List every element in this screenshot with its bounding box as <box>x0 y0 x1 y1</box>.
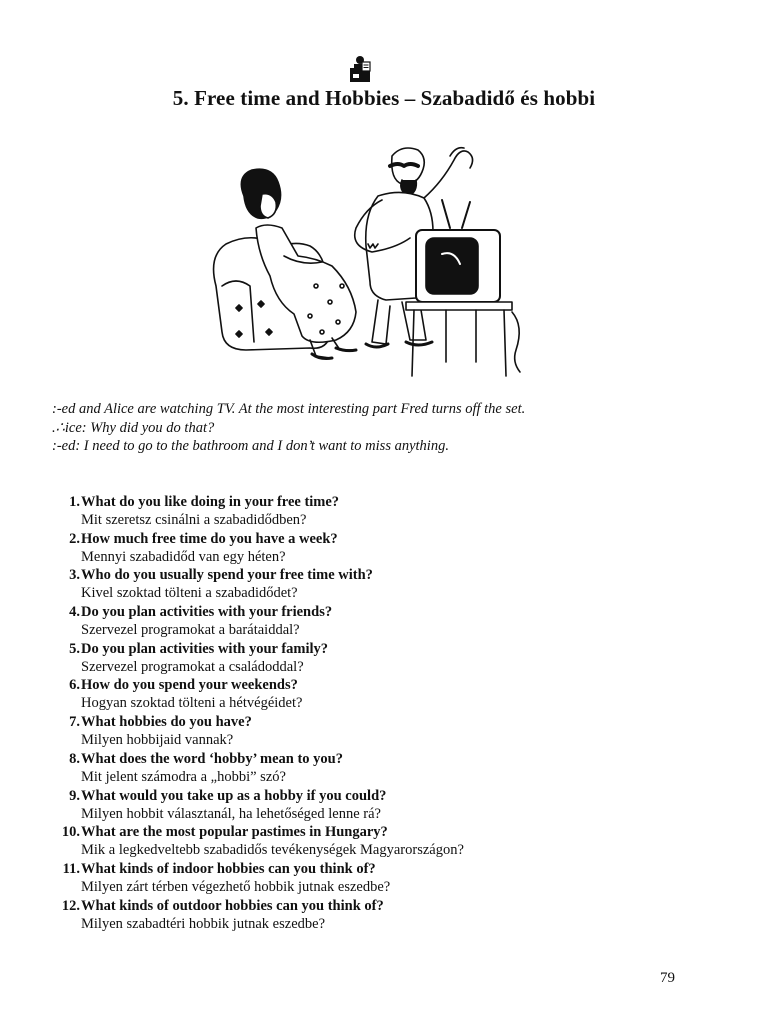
question-hungarian: Mit szeretsz csinálni a szabadidődben? <box>81 512 307 528</box>
page-title: 5. Free time and Hobbies – Szabadidő és hobbi <box>172 86 596 110</box>
dialogue-line: :-ed and Alice are watching TV. At the most interesting part Fred turns off the set. <box>52 401 526 417</box>
reading-person-icon <box>348 54 372 84</box>
question-hungarian: Mik a legkedveltebb szabadidős tevékenységek Magyarországon? <box>81 842 464 859</box>
question-hungarian: Mennyi szabadidőd van egy héten? <box>81 548 286 565</box>
question-hungarian: Szervezel programokat a családoddal? <box>81 658 304 675</box>
question-number: 6. <box>69 677 80 694</box>
question-english: How do you spend your weekends? <box>81 677 298 694</box>
question-hungarian: Milyen zárt térben végezhető hobbik jutnak eszedbe? <box>81 878 391 895</box>
question-item <box>52 897 692 934</box>
question-english: Do you plan activities with your family? <box>81 640 329 657</box>
dialogue-line: .∴ice: Why did you do that? <box>52 419 215 436</box>
question-item <box>52 530 692 567</box>
question-item <box>52 750 692 787</box>
question-hungarian: Mit jelent számodra a „hobbi” szó? <box>81 768 286 785</box>
question-item <box>52 860 692 897</box>
question-english: Do you plan activities with your friends? <box>81 604 333 621</box>
question-number: 7. <box>69 714 80 731</box>
question-english: What are the most popular pastimes in Hungary? <box>81 824 388 841</box>
question-english: What do you like doing in your free time? <box>81 494 340 510</box>
question-item <box>52 493 692 530</box>
question-english: Who do you usually spend your free time with? <box>81 567 373 584</box>
page-number: 79 <box>660 970 675 986</box>
question-number: 2. <box>69 530 80 547</box>
question-item <box>52 823 692 860</box>
question-english: What does the word ‘hobby’ mean to you? <box>81 750 343 767</box>
question-hungarian: Kivel szoktad tölteni a szabadidődet? <box>81 585 298 602</box>
question-hungarian: Milyen hobbijaid vannak? <box>81 732 234 749</box>
question-number: 5. <box>69 640 80 657</box>
question-number: 1. <box>69 494 80 510</box>
question-number: 9. <box>69 787 80 804</box>
question-english: What hobbies do you have? <box>81 714 252 731</box>
question-number: 11. <box>62 860 80 877</box>
question-hungarian: Szervezel programokat a barátaiddal? <box>81 622 300 639</box>
question-item <box>52 566 692 603</box>
question-item <box>52 713 692 750</box>
question-item <box>52 676 692 713</box>
question-number: 4. <box>69 604 80 621</box>
couple-watching-tv-illustration <box>206 136 528 382</box>
question-number: 12. <box>61 897 80 914</box>
question-item <box>52 603 692 640</box>
question-english: What kinds of outdoor hobbies can you think of? <box>81 897 384 914</box>
question-hungarian: Milyen hobbit választanál, ha lehetőséged lenne rá? <box>81 805 381 822</box>
question-number: 10. <box>61 824 80 841</box>
question-list <box>52 493 692 933</box>
dialogue <box>52 400 712 456</box>
question-item <box>52 787 692 824</box>
question-hungarian: Hogyan szoktad tölteni a hétvégéidet? <box>81 695 303 712</box>
question-english: What kinds of indoor hobbies can you think of? <box>81 860 376 877</box>
question-hungarian: Milyen szabadtéri hobbik jutnak eszedbe? <box>81 915 326 932</box>
dialogue-line: :-ed: I need to go to the bathroom and I don’t want to miss anything. <box>52 438 449 454</box>
question-number: 3. <box>69 567 80 584</box>
question-english: What would you take up as a hobby if you could? <box>81 787 387 804</box>
question-item <box>52 640 692 677</box>
question-english: How much free time do you have a week? <box>81 530 338 547</box>
question-number: 8. <box>69 750 80 767</box>
